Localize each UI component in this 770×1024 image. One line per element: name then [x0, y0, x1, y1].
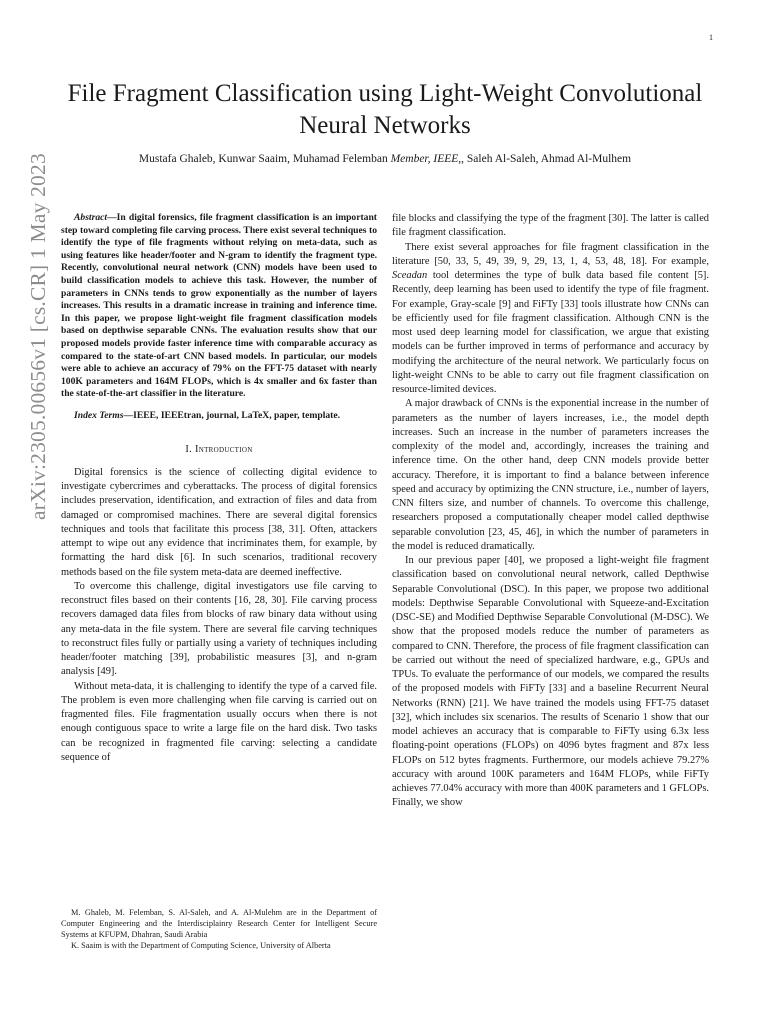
- footnote-affiliation: K. Saaim is with the Department of Computing Science, University of Alberta: [71, 941, 331, 950]
- abstract-label: Abstract: [74, 212, 108, 223]
- section-heading: [61, 443, 377, 457]
- footnote-affiliation: M. Ghaleb, M. Felemban, S. Al-Saleh, and A. Al-Mulehm are in the Department of Computer Engineering and the Interdisciplainry Research Center for Intelligent Secure Systems at KFUPM, Dhahran, Saudi Arabia: [61, 908, 377, 939]
- paper-title: File Fragment Classification using Light-Weight Convolutional Neural Networks: [67, 80, 703, 139]
- section-title: Introduction: [194, 443, 253, 455]
- intro-paragraph: [392, 241, 709, 398]
- footnotes: [61, 907, 377, 951]
- authors-main: Mustafa Ghaleb, Kunwar Saaim, Muhamad Felemban: [138, 153, 391, 165]
- paragraph-text: There exist several approaches for file fragment classification in the literature [50, 33, 5, 49, 39, 9, 29, 13, 1, 4, 53, 48, 18]. For example,: [392, 241, 709, 267]
- index-terms-label: Index Terms: [74, 409, 124, 421]
- index-terms: [61, 410, 377, 423]
- intro-paragraph: Without meta-data, it is challenging to identify the type of a carved file. The problem is even more challenging when file carving is carried out on fragmented files. File fragmentation usually occurs when there is not enough contiguous space to write a large file on the hard disk. Two tasks can be recognized in fragmented file carving: selecting a candidate sequence of: [61, 680, 377, 763]
- paragraph-text: tool determines the type of bulk data based file content [5]. Recently, deep learning has been used to identify the type of file fragment. For example, Gray-scale [9] and FiFTy [33] tools illustrate how CNNs can be efficiently used for file fragment classification. Although CNN is the most used deep learning model for classification, we argue that existing models can be further improved in terms of performance and accuracy by modifying the architecture of the neural network. We particularly focus on light-weight CNNs to be able to carry out file fragment classification on resource-limited devices.: [392, 270, 709, 395]
- intro-paragraph: To overcome this challenge, digital investigators use file carving to reconstruct files based on their contents [16, 28, 30]. File carving process recovers damaged data files from blocks of raw binary data without using any meta-data in the file system. There are several file carving techniques to reconstruct files fully or partially using a variety of techniques including header/footer matching [39], probabilistic measures [3], and n-gram analysis [49].: [61, 580, 377, 678]
- right-column: [392, 212, 709, 811]
- intro-paragraph: In our previous paper [40], we proposed a light-weight file fragment classification based on convolutional neural network, called Depthwise Separable Convolutional (DSC). In this paper, we propose two additional models: Depthwise Separable Convolutional with Squeeze-and-Excitation (DSC-SE) and Modified Depthwise Separable Convolutional (M-DSC). We show that the proposed models reduce the number of parameters as compared to CNN. Therefore, the process of file fragment classification can be carried out without the need of specialized hardware, e.g., GPUs and TPUs. To evaluate the performance of our models, we compared the results of the proposed models with FiFTy [33] and a baseline Recurrent Neural Networks (RNN) [21]. We have trained the models using FFT-75 dataset [32], which includes six scenarios. The results of Scenario 1 show that our model achieves an accuracy that is comparable to FiFTy using 6.3x less floating-point operations (FLOPs) on 4096 bytes fragment and 87x less FLOPs on 512 bytes fragments. Furthermore, our models achieve 79.27% accuracy with around 100K parameters and 164M FLOPs, while FiFTy achieves 77.04% accuracy with more than 400K parameters and 1 GFLOPs. Finally, we show: [392, 555, 709, 809]
- arxiv-stamp[interactable]: arXiv:2305.00656v1 [cs.CR] 1 May 2023: [26, 153, 50, 520]
- page-number: 1: [709, 33, 713, 42]
- index-terms-text: —IEEE, IEEEtran, journal, LaTeX, paper, template.: [123, 409, 341, 421]
- authors-rest: , Saleh Al-Saleh, Ahmad Al-Mulhem: [461, 153, 632, 165]
- abstract: [61, 212, 377, 401]
- tool-name: Sceadan: [392, 270, 428, 281]
- intro-paragraph: file blocks and classifying the type of the fragment [30]. The latter is called file fragment classification.: [392, 213, 709, 239]
- author-list: [60, 153, 710, 165]
- left-column: [61, 212, 377, 765]
- authors-membership: Member, IEEE,: [390, 153, 462, 165]
- intro-paragraph: Digital forensics is the science of collecting digital evidence to investigate cybercrimes and cyberattacks. The process of digital forensics includes preservation, identification, and extraction of files and data from damaged or compromised machines. There are several digital forensics techniques and tools that facilitate this process [38, 31]. Often, attackers attempt to wipe out any evidence that incriminates them, for example, by formatting the hard disk [6]. In such scenarios, traditional recovery methods based on the file system meta-data are deemed ineffective.: [61, 466, 377, 578]
- section-number: I.: [185, 443, 195, 455]
- abstract-text: —In digital forensics, file fragment classification is an important step toward completing file carving process. There exist several techniques to identify the type of file fragments without relying on meta-data, such as using features like header/footer and N-gram to identify the fragment type. Recently, convolutional neural network (CNN) models have been used to build classification models to achieve this task. However, the number of parameters in CNNs tends to grow exponentially as the number of layers increases. This results in a dramatic increase in training and inference time. In this paper, we propose light-weight file fragment classification models based on depthwise separable CNNs. The evaluation results show that our proposed models provide faster inference time with comparable accuracy as compared to the state-of-art CNN based models. In particular, our models were able to achieve an accuracy of 79% on the FFT-75 dataset with nearly 100K parameters and 164M FLOPs, which is 4x smaller and 6x faster than the state-of-the-art classifier in the literature.: [61, 212, 377, 400]
- intro-paragraph: A major drawback of CNNs is the exponential increase in the number of parameters as the number of layers increases, i.e., the model depth increases. Such an increase in the number of parameters increases the complexity of the model and, accordingly, increases the training and inference time. On the other hand, deep CNN models provide better accuracy. Therefore, it is important to find a balance between inference speed and accuracy by optimizing the CNN structure, i.e., number of layers, CNN filters size, and number of channels. To overcome this challenge, researchers proposed a computationally cheaper model called depthwise separable convolution [23, 45, 46], in which the number of parameters in the model is reduced dramatically.: [392, 398, 709, 552]
